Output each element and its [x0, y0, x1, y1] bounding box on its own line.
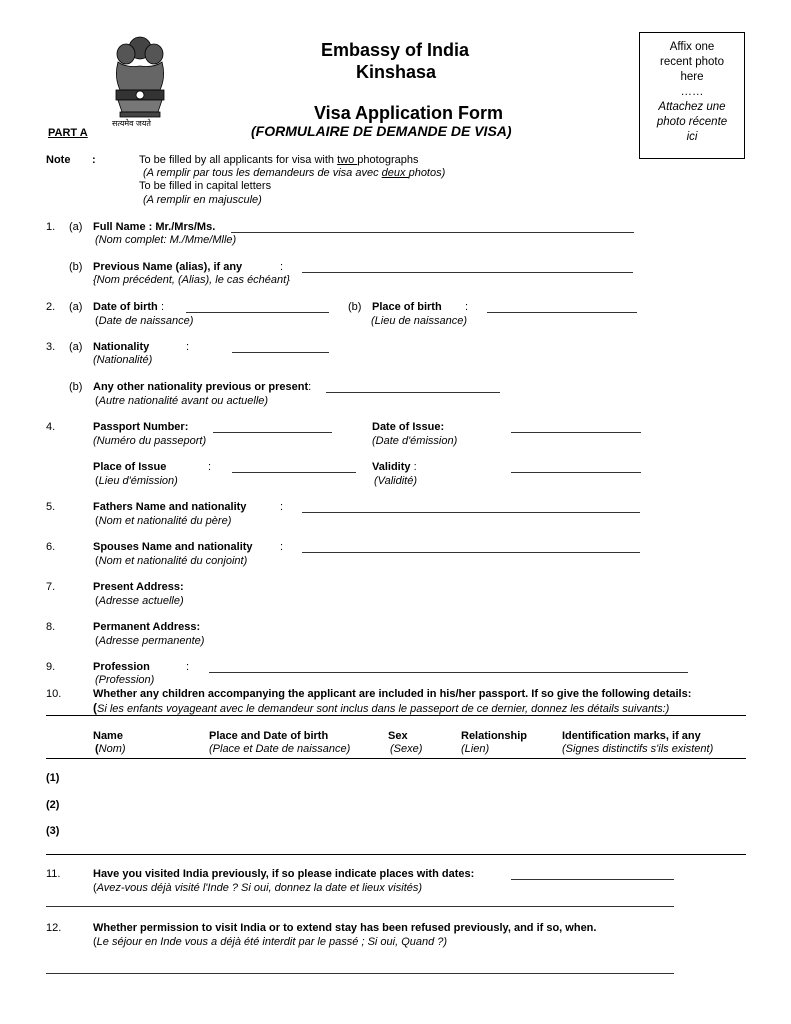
- child-row-2: (2): [46, 799, 60, 811]
- q9-number: 9.: [46, 661, 56, 673]
- other-nationality-fr: (Autre nationalité avant ou actuelle): [95, 395, 269, 407]
- spouse-label: Spouses Name and nationality: [93, 541, 253, 553]
- col-name: Name: [93, 730, 123, 742]
- spouse-field[interactable]: [302, 552, 640, 553]
- profession-label: Profession: [93, 661, 150, 673]
- validity-fr: (Validité): [374, 475, 417, 487]
- pob-fr: (Lieu de naissance): [371, 315, 468, 327]
- pob-label: Place of birth: [372, 301, 442, 313]
- previous-name-field[interactable]: [302, 272, 633, 273]
- q1b-marker: (b): [69, 261, 83, 273]
- photo-box: [639, 32, 745, 159]
- visited-india-field-2[interactable]: [46, 906, 674, 907]
- children-label: Whether any children accompanying the applicant are included in his/her passport. If so give the following details:: [93, 688, 692, 700]
- q11-number: 11.: [46, 868, 61, 880]
- spouse-fr: (Nom et nationalité du conjoint): [95, 555, 248, 567]
- note-line-2: (A remplir par tous les demandeurs de visa avec deux photos): [143, 167, 446, 179]
- q5-number: 5.: [46, 501, 56, 513]
- permanent-address-label: Permanent Address:: [93, 621, 201, 633]
- father-field[interactable]: [302, 512, 640, 513]
- visited-india-field[interactable]: [511, 879, 674, 880]
- col-sex: Sex: [388, 730, 408, 742]
- previous-name-colon: :: [280, 261, 284, 273]
- q2b-marker: (b): [348, 301, 362, 313]
- col-identification: Identification marks, if any: [562, 730, 701, 742]
- visited-india-fr: (Avez-vous déjà visité l'Inde ? Si oui, donnez la date et lieux visités): [93, 882, 423, 894]
- col-sex-fr: (Sexe): [390, 743, 423, 755]
- col-relationship-fr: (Lien): [461, 743, 490, 755]
- col-relationship: Relationship: [461, 730, 528, 742]
- photo-box-line: photo récente: [656, 116, 728, 128]
- passport-number-field[interactable]: [213, 432, 332, 433]
- dob-label: Date of birth: [93, 301, 158, 313]
- q7-number: 7.: [46, 581, 56, 593]
- father-label: Fathers Name and nationality: [93, 501, 247, 513]
- q2a-marker: (a): [69, 301, 83, 313]
- q6-number: 6.: [46, 541, 56, 553]
- issue-date-label: Date of Issue:: [372, 421, 445, 433]
- col-place-date-fr: (Place et Date de naissance): [209, 743, 351, 755]
- profession-colon: :: [186, 661, 190, 673]
- present-address-label: Present Address:: [93, 581, 184, 593]
- photo-box-line: Attachez une: [658, 101, 726, 113]
- pob-field[interactable]: [487, 312, 637, 313]
- father-fr: (Nom et nationalité du père): [95, 515, 232, 527]
- refused-field[interactable]: [46, 973, 674, 974]
- q8-number: 8.: [46, 621, 56, 633]
- children-table-header-rule: [46, 758, 746, 759]
- refused-label: Whether permission to visit India or to extend stay has been refused previously, and if so, when.: [93, 922, 597, 934]
- profession-fr: (Profession): [95, 674, 155, 686]
- validity-field[interactable]: [511, 472, 641, 473]
- children-table-bottom-rule: [46, 854, 746, 855]
- q10-number: 10.: [46, 688, 62, 700]
- child-row-3: (3): [46, 825, 60, 837]
- issue-place-label: Place of Issue: [93, 461, 167, 473]
- embassy-name: Embassy of India: [321, 40, 470, 60]
- nationality-label: Nationality: [93, 341, 150, 353]
- q4-number: 4.: [46, 421, 56, 433]
- emblem-motto: सत्यमेव जयते: [112, 119, 151, 128]
- note-label: Note: [46, 154, 71, 166]
- col-place-date: Place and Date of birth: [209, 730, 329, 742]
- full-name-fr: (Nom complet: M./Mme/Mlle): [95, 234, 237, 246]
- q1-number: 1.: [46, 221, 56, 233]
- spouse-colon: :: [280, 541, 284, 553]
- note-line-3: To be filled in capital letters: [139, 180, 272, 192]
- photo-box-line: recent photo: [660, 56, 724, 68]
- passport-number-fr: (Numéro du passeport): [93, 435, 207, 447]
- issue-place-colon: :: [208, 461, 212, 473]
- q3b-marker: (b): [69, 381, 83, 393]
- other-nationality-field[interactable]: [326, 392, 500, 393]
- nationality-colon: :: [186, 341, 190, 353]
- issue-date-field[interactable]: [511, 432, 641, 433]
- note-line-4: (A remplir en majuscule): [143, 194, 262, 206]
- q12-number: 12.: [46, 922, 62, 934]
- present-address-fr: (Adresse actuelle): [95, 595, 184, 607]
- col-name-fr: (Nom): [95, 743, 126, 755]
- dob-colon: :: [161, 301, 165, 313]
- q3-number: 3.: [46, 341, 56, 353]
- photo-box-line: Affix one: [669, 41, 715, 53]
- part-label: PART A: [48, 127, 88, 139]
- issue-place-fr: (Lieu d'émission): [95, 475, 178, 487]
- issue-place-field[interactable]: [232, 472, 356, 473]
- photo-box-line: ……: [680, 86, 704, 98]
- father-colon: :: [280, 501, 284, 513]
- embassy-city: Kinshasa: [356, 62, 437, 82]
- passport-number-label: Passport Number:: [93, 421, 189, 433]
- nationality-fr: (Nationalité): [93, 354, 153, 366]
- permanent-address-fr: (Adresse permanente): [95, 635, 205, 647]
- issue-date-fr: (Date d'émission): [372, 435, 458, 447]
- children-fr: (Si les enfants voyageant avec le demandeur sont inclus dans le passeport de ce dernier, donnez les détails suivants:): [93, 701, 670, 715]
- full-name-label: Full Name : Mr./Mrs/Ms.: [93, 221, 216, 233]
- q3a-marker: (a): [69, 341, 83, 353]
- child-row-1: (1): [46, 772, 60, 784]
- validity-label: Validity :: [372, 461, 417, 473]
- q2-number: 2.: [46, 301, 56, 313]
- full-name-field[interactable]: [231, 232, 634, 233]
- photo-box-line: ici: [686, 131, 698, 143]
- nationality-field[interactable]: [232, 352, 329, 353]
- note-colon: :: [92, 154, 96, 166]
- col-identification-fr: (Signes distinctifs s'ils existent): [562, 743, 714, 755]
- pob-colon: :: [465, 301, 469, 313]
- dob-fr: (Date de naissance): [95, 315, 194, 327]
- other-nationality-label: Any other nationality previous or present:: [93, 381, 312, 393]
- profession-field[interactable]: [209, 672, 688, 673]
- photo-box-line: here: [680, 71, 704, 83]
- refused-fr: (Le séjour en Inde vous a déjà été interdit par le passé ; Si oui, Quand ?): [93, 936, 448, 948]
- visited-india-label: Have you visited India previously, if so please indicate places with dates:: [93, 868, 475, 880]
- children-table-top-rule: [46, 715, 746, 716]
- dob-field[interactable]: [186, 312, 329, 313]
- q1a-marker: (a): [69, 221, 83, 233]
- previous-name-fr: {Nom précédent, (Alias), le cas échéant}: [93, 274, 290, 286]
- note-line-1: To be filled by all applicants for visa with two photographs: [139, 154, 419, 166]
- form-title-fr: (FORMULAIRE DE DEMANDE DE VISA): [251, 123, 512, 139]
- form-title: Visa Application Form: [314, 103, 504, 123]
- previous-name-label: Previous Name (alias), if any: [93, 261, 243, 273]
